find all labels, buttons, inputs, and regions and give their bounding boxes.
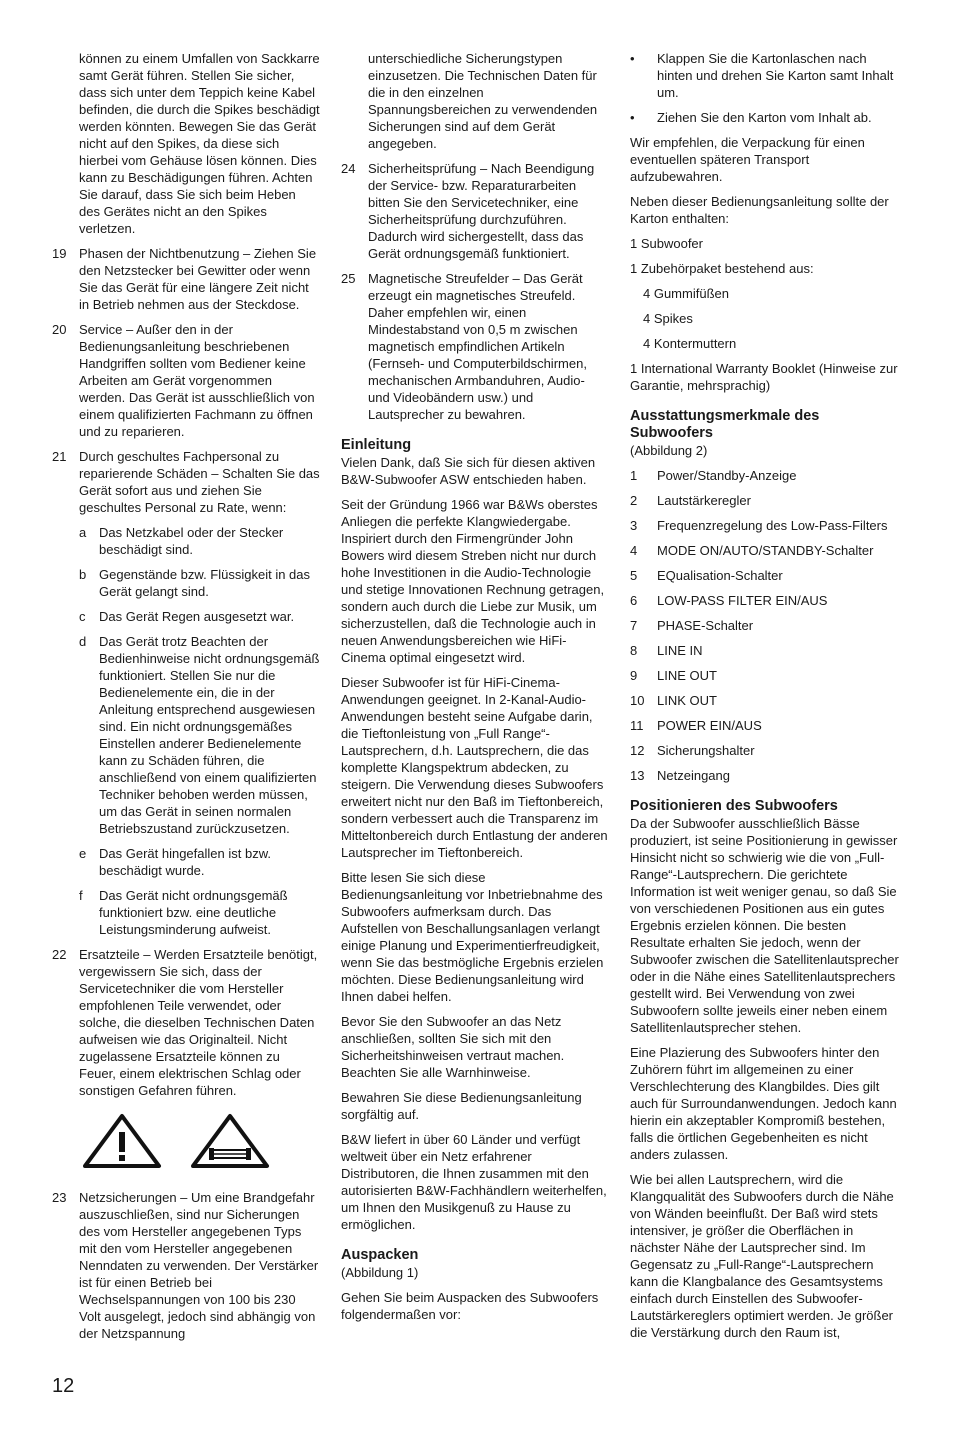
paragraph: Seit der Gründung 1966 war B&Ws oberstes Anliegen die perfekte Klangwiedergabe. Inspiriert durch den Firmengründer John Bowers wird diesem Streben nicht nur durch hohe Investitionen in die Audio-Technologie und stetige Innovationen Rechnung getragen, sondern auch durch die Liebe zur Musik, um sicherzustellen, daß die Technologie auch in neuen Anwendungsbereichen wie HiFi-Cinema optimal eingesetzt wird. xyxy=(341,497,605,665)
item-23-continuation: unterschiedliche Sicherungstypen einzusetzen. Die Technischen Daten für die in den einzelnen Spannungsbereichen zu verwendenden Sicherungen sind auf dem Gerät angegeben. xyxy=(368,51,598,151)
paragraph: B&W liefert in über 60 Länder und verfügt weltweit über ein Netz erfahrener Distributoren, die Ihnen zusammen mit den autorisierten B&W-Fachhändlern weiterhelfen, um Ihnen den Musikgenuß zu Hause zu ermöglichen. xyxy=(341,1132,607,1232)
accessory-item: 4 Gummifüßen xyxy=(643,286,729,301)
list-item: 20 Service – Außer den in der Bedienungsanleitung beschriebenen Handgriffen sollten vom Bediener keine Arbeiten am Gerät vorgenommen werden. Das Gerät ist ausschließlich von einem qualifizierten Fachmann zu öffnen und zu reparieren. xyxy=(52,322,315,439)
feature-item: 10 LINK OUT xyxy=(630,693,717,708)
column-1 xyxy=(52,50,320,1350)
paragraph: Da der Subwoofer ausschließlich Bässe produziert, ist seine Positionierung in gewisser Hinsicht nicht so schwierig wie die von „Full-Range“-Lautsprechern. Die gerichtete Information ist weit weniger genau, so daß Sie von verschiedenen Positionen aus ein gutes Ergebnis erzielen können. Die besten Resultate erhalten Sie jedoch, wenn der Subwoofer zwischen die Satellitenlautsprecher oder in die Nähe eines Satellitenlautsprechers gestellt wird. Bei Verwendung von zwei Subwoofern sollte jeweils einer neben einem Satellitenlautsprecher stehen. xyxy=(630,816,899,1035)
feature-item: 13 Netzeingang xyxy=(630,768,730,783)
accessory-item: 4 Spikes xyxy=(643,311,693,326)
feature-item: 4 MODE ON/AUTO/STANDBY-Schalter xyxy=(630,543,874,558)
item-18-continuation: können zu einem Umfallen von Sackkarre samt Gerät führen. Stellen Sie sicher, dass sich unter dem Teppich keine Kabel befinden, die durch die Spikes beschädigt werden könnten. Bewegen Sie das Gerät nicht auf den Spikes, da diese sich hierbei vom Gehäuse lösen können. Dies kann zu Beschädigungen führen. Achten Sie darauf, dass Sie sich beim Heben des Gerätes nicht an den Spikes verletzen. xyxy=(79,51,320,236)
contents-item: 1 Subwoofer xyxy=(630,236,703,251)
feature-item: 1 Power/Standby-Anzeige xyxy=(630,468,797,483)
feature-item: 7 PHASE-Schalter xyxy=(630,618,754,633)
warning-triangle-icon xyxy=(82,1113,162,1169)
accessory-item: 4 Kontermuttern xyxy=(643,336,737,351)
paragraph: Eine Plazierung des Subwoofers hinter den Zuhörern führt im allgemeinen zu einer Verschlechterung des Klangbildes. Dies gilt auch für Surroundanwendungen. Jedoch kann hierin ein akzeptabler Kompromiß bestehen, falls die örtlichen Gegebenheiten es nicht anders zulassen. xyxy=(630,1045,897,1162)
sub-list-item: c Das Gerät Regen ausgesetzt war. xyxy=(79,609,295,624)
paragraph: Wie bei allen Lautsprechern, wird die Klangqualität des Subwoofers durch die Nähe von Wänden beeinflußt. Der Baß wird stets intensiver, je größer die Oberflächen in nächster Nähe der Lautsprecher sind. Im Gegensatz zu „Full-Range“-Lautsprechern kann die Klangbalance des Gesamtsystems einfach durch Einstellen des Subwoofer-Lautstärkereglers optimiert werden. Je größer die Verstärkung durch den Raum ist, xyxy=(630,1172,894,1340)
warning-icons xyxy=(82,1113,320,1169)
paragraph: Neben dieser Bedienungsanleitung sollte der Karton enthalten: xyxy=(630,194,889,226)
heading-position: Positionieren des Subwoofers xyxy=(630,798,838,814)
caption-auspacken: (Abbildung 1) xyxy=(341,1265,419,1280)
fuse-warning-icon xyxy=(190,1113,270,1169)
heading-features: Ausstattungsmerkmale des Subwoofers xyxy=(630,408,820,441)
column-3 xyxy=(630,50,902,1349)
caption-features: (Abbildung 2) xyxy=(630,443,708,458)
heading-einleitung: Einleitung xyxy=(341,437,412,453)
paragraph: Bevor Sie den Subwoofer an das Netz anschließen, sollten Sie sich mit den Sicherheitshinweisen vertraut machen. Beachten Sie alle Warnhinweise. xyxy=(341,1014,565,1080)
paragraph: Bitte lesen Sie sich diese Bedienungsanleitung vor Inbetriebnahme des Subwoofers aufmerksam durch. Das Aufstellen von Beschallungsanlagen verlangt einige Planung und Experimentierfreudigkeit, wenn Sie das bestmögliche Ergebnis erzielen möchten. Diese Bedienungsanleitung wird Ihnen dabei helfen. xyxy=(341,870,604,1004)
feature-item: 3 Frequenzregelung des Low-Pass-Filters xyxy=(630,518,888,533)
paragraph: Gehen Sie beim Auspacken des Subwoofers folgendermaßen vor: xyxy=(341,1290,599,1322)
list-item: 23 Netzsicherungen – Um eine Brandgefahr auszuschließen, sind nur Sicherungen des vom Hersteller angegebenen Typs mit den vom Hersteller angegebenen Nenndaten zu verwenden. Der Verstärker ist für einen Betrieb bei Wechselspannungen von 100 bis 230 Volt ausgelegt, jedoch sind abhängig von der Netzspannung xyxy=(52,1190,319,1341)
feature-item: 2 Lautstärkeregler xyxy=(630,493,751,508)
feature-item: 8 LINE IN xyxy=(630,643,703,658)
sub-list-item: d Das Gerät trotz Beachten der Bedienhinweise nicht ordnungsgemäß funktioniert. Stellen Sie nur die Bedienelemente ein, die in der Anleitung entsprechend ausgewiesen sind. Ein nicht ordnungsgemäßes Einstellen anderer Bedienelemente kann zu Schäden führen, die anschließend von einem qualifizierten Techniker behoben werden müssen, um das Gerät in seinen normalen Betriebszustand zurückzusetzen. xyxy=(79,634,320,836)
feature-item: 5 EQualisation-Schalter xyxy=(630,568,783,583)
bullet-item: • Klappen Sie die Kartonlaschen nach hinten und drehen Sie Karton samt Inhalt um. xyxy=(630,51,894,100)
sub-list-item: b Gegenstände bzw. Flüssigkeit in das Gerät gelangt sind. xyxy=(79,567,311,599)
list-item: 21 Durch geschultes Fachpersonal zu reparierende Schäden – Schalten Sie das Gerät sofort aus und ziehen Sie geschultes Personal zu Rate, wenn: xyxy=(52,449,320,515)
paragraph: Wir empfehlen, die Verpackung für einen eventuellen späteren Transport aufzubewahren. xyxy=(630,135,865,184)
feature-item: 12 Sicherungshalter xyxy=(630,743,755,758)
feature-item: 9 LINE OUT xyxy=(630,668,717,683)
paragraph: Bewahren Sie diese Bedienungsanleitung sorgfältig auf. xyxy=(341,1090,582,1122)
list-item: 22 Ersatzteile – Werden Ersatzteile benötigt, vergewissern Sie sich, dass der Servicetechniker die vom Hersteller empfohlenen Teile verwendet, oder solche, die dieselben Technischen Daten aufweisen wie das Originalteil. Nicht zugelassene Ersatzteile können zu Feuer, einem elektrischen Schlag oder sonstigen Gefahren führen. xyxy=(52,947,318,1098)
list-item: 24 Sicherheitsprüfung – Nach Beendigung der Service- bzw. Reparaturarbeiten bitten Sie den Servicetechniker, eine Sicherheitsprüfung durchzuführen. Dadurch wird sichergestellt, dass das Gerät ordnungsgemäß funktioniert. xyxy=(341,161,595,261)
sub-list-item: e Das Gerät hingefallen ist bzw. beschädigt wurde. xyxy=(79,846,271,878)
page-number: 12 xyxy=(52,1375,75,1397)
column-2 xyxy=(341,50,609,1331)
bullet-item: • Ziehen Sie den Karton vom Inhalt ab. xyxy=(630,110,872,125)
heading-auspacken: Auspacken xyxy=(341,1247,419,1263)
contents-item: 1 Zubehörpaket bestehend aus: xyxy=(630,261,814,276)
feature-item: 11 POWER EIN/AUS xyxy=(630,718,762,733)
paragraph: Dieser Subwoofer ist für HiFi-Cinema-Anwendungen geeignet. In 2-Kanal-Audio-Anwendungen besteht seine Aufgabe darin, die Tieftonleistung von „Full Range“-Lautsprechern, d.h. Lautsprechern, die das komplette Klangspektrum abdecken, zu steigern. Die Verwendung dieses Subwoofers erweitert nicht nur den Baß im Tieftonbereich, sondern verbessert auch die Transparenz im Mitteltonbereich durch Entlastung der anderen Lautsprecher im Tieftonbereich. xyxy=(341,675,608,860)
list-item: 19 Phasen der Nichtbenutzung – Ziehen Sie den Netzstecker bei Gewitter oder wenn Sie das Gerät für eine längere Zeit nicht in Betrieb nehmen aus der Steckdose. xyxy=(52,246,317,312)
sub-list-item: a Das Netzkabel oder der Stecker beschädigt sind. xyxy=(79,525,284,557)
paragraph: Vielen Dank, daß Sie sich für diesen aktiven B&W-Subwoofer ASW entschieden haben. xyxy=(341,455,596,487)
list-item: 25 Magnetische Streufelder – Das Gerät erzeugt ein magnetisches Streufeld. Daher empfehlen wir, einen Mindestabstand von 0,5 m zwischen magnetisch empfindlichen Artikeln (Fernseh- und Computerbildschirmen, mechanischen Armbanduhren, Audio- und Videobändern usw.) und Lautsprecher zu bewahren. xyxy=(341,271,587,422)
feature-item: 6 LOW-PASS FILTER EIN/AUS xyxy=(630,593,828,608)
sub-list-item: f Das Gerät nicht ordnungsgemäß funktioniert bzw. eine deutliche Leistungsminderung aufweist. xyxy=(79,888,288,937)
contents-item: 1 International Warranty Booklet (Hinweise zur Garantie, mehrsprachig) xyxy=(630,361,898,393)
